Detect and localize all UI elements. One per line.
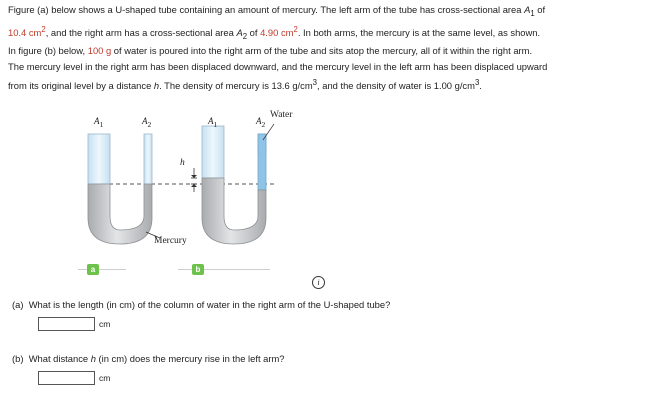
mercury-label: Mercury bbox=[154, 236, 187, 246]
problem-paragraph-1: Figure (a) below shows a U-shaped tube containing an amount of mercury. The left arm of the tube has cross-sectional area $A_1$ of 10.4 $cm^2$, and the right arm has a cross-sectional area $A_2$ of 4.90 $cm^2$. In both arms, the mercury is at the same level, as shown. bbox=[8, 4, 546, 41]
answer-b-input[interactable] bbox=[38, 371, 95, 385]
water-column bbox=[258, 134, 266, 190]
a2-value: 4.90 cm bbox=[260, 27, 294, 38]
answer-a-input[interactable] bbox=[38, 317, 95, 331]
answer-a-row bbox=[38, 317, 110, 331]
answer-a-unit: cm bbox=[99, 319, 111, 329]
label-a2-fig-b: $A_2$ bbox=[256, 116, 266, 129]
question-b: (b) What distance h (in cm) does the mercury rise in the left arm? bbox=[12, 353, 285, 364]
figure-a-badge: a bbox=[87, 264, 99, 275]
water-label: Water bbox=[270, 110, 293, 120]
label-a1-fig-b: $A_1$ bbox=[208, 116, 218, 129]
mercury-a bbox=[88, 184, 152, 244]
mercury-b bbox=[202, 178, 266, 244]
answer-b-row bbox=[38, 371, 110, 385]
badge-a-line bbox=[78, 269, 126, 270]
u-tube-figure bbox=[60, 106, 390, 286]
info-icon[interactable]: i bbox=[312, 276, 325, 289]
a1-value: 10.4 cm bbox=[8, 27, 42, 38]
h-label: h bbox=[180, 158, 185, 168]
u-tube-a bbox=[88, 134, 152, 244]
label-a2-fig-a: $A_2$ bbox=[142, 116, 152, 129]
question-a: (a) What is the length (in cm) of the column of water in the right arm of the U-shaped tube? bbox=[12, 299, 391, 310]
water-mass-value: 100 g bbox=[87, 45, 112, 56]
label-a1-fig-a: $A_1$ bbox=[94, 116, 104, 129]
answer-b-unit: cm bbox=[99, 373, 111, 383]
problem-paragraph-2: In figure (b) below, 100 g of water is poured into the right arm of the tube and sits atop the mercury, all of it within the right arm. The mercury level in the right arm has been displaced downward, and the mercury level in the left arm has been displaced upward from its original level by a distance h. The density of mercury is 13.6 $g/cm^3$, and the density of water is 1.00 $g/cm^3$. bbox=[8, 45, 548, 92]
figure-b-badge: b bbox=[192, 264, 204, 275]
